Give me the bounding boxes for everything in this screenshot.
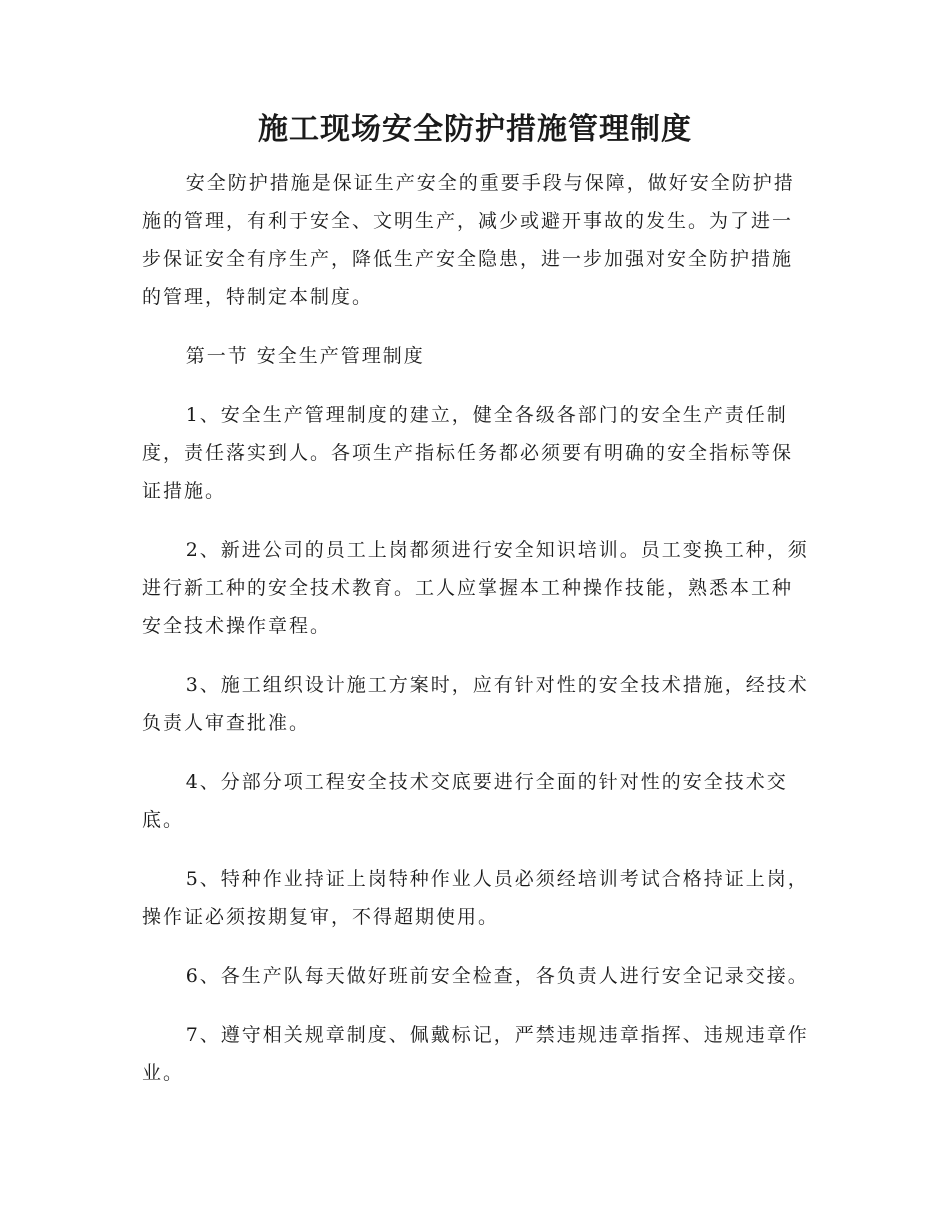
rule-paragraph-5: 5、特种作业持证上岗特种作业人员必须经培训考试合格持证上岗，操作证必须按期复审，不得超期使用。 xyxy=(142,868,809,928)
rule-paragraph-4: 4、分部分项工程安全技术交底要进行全面的针对性的安全技术交底。 xyxy=(142,771,788,831)
section-heading: 第一节 安全生产管理制度 xyxy=(185,345,425,367)
document-title: 施工现场安全防护措施管理制度 xyxy=(258,112,692,147)
intro-paragraph: 安全防护措施是保证生产安全的重要手段与保障，做好安全防护措施的管理，有利于安全、文明生产，减少或避开事故的发生。为了进一步保证安全有序生产，降低生产安全隐患，进一步加强对安全防护措施的管理，特制定本制度。 xyxy=(142,172,795,308)
rule-paragraph-7: 7、遵守相关规章制度、佩戴标记，严禁违规违章指挥、违规违章作业。 xyxy=(142,1024,809,1084)
rule-paragraph-6: 6、各生产队每天做好班前安全检查，各负责人进行安全记录交接。 xyxy=(185,965,809,987)
rule-paragraph-1: 1、安全生产管理制度的建立，健全各级各部门的安全生产责任制度，责任落实到人。各项生产指标任务都必须要有明确的安全指标等保证措施。 xyxy=(142,404,794,502)
rule-paragraph-3: 3、施工组织设计施工方案时，应有针对性的安全技术措施，经技术负责人审查批准。 xyxy=(142,674,809,734)
rule-paragraph-2: 2、新进公司的员工上岗都须进行安全知识培训。员工变换工种，须进行新工种的安全技术教育。工人应掌握本工种操作技能，熟悉本工种安全技术操作章程。 xyxy=(142,539,809,637)
document-body xyxy=(142,164,810,1113)
